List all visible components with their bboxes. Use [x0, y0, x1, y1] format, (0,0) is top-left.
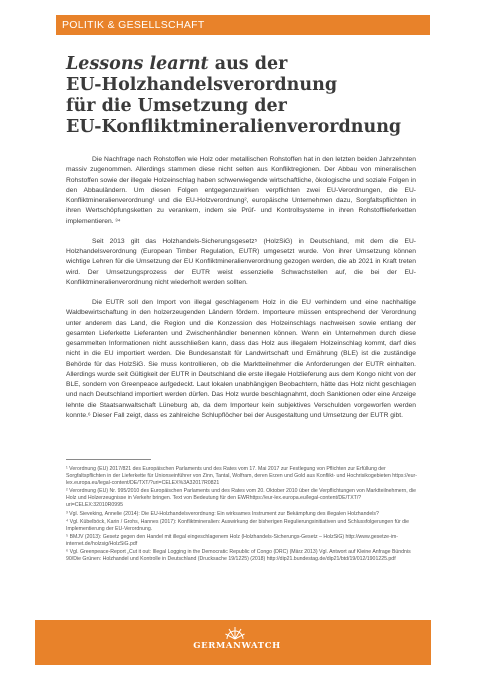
- footnote-4: ⁴ Vgl. Kübelböck, Karin / Grohs, Hannes (2017): Konfliktmineralien: Auswirkung der bisherigen Regulierungsinitiativen und Schlussfolgerungen für die Implementierung der EU-Verordnung.: [66, 518, 410, 532]
- title-line3: für die Umsetzung der: [66, 96, 287, 116]
- footnote-2: ² Verordnung (EU) Nr. 995/2010 des Europäischen Parlaments und des Rates vom 20. Oktober 2010 über die Verpflichtungen von Marktteilnehmern, die Holz und Holzerzeugnisse in Verkehr bringen. Text von Bedeutung für den EWRhttps://eur-lex.europa.eu/legal-content/DE/TXT/?uri=CELEX:32010R0995: [66, 488, 417, 509]
- title-line4: EU-Konfliktmineralienverordnung: [66, 117, 402, 137]
- paragraph-3: Die EUTR soll den Import von illegal geschlagenem Holz in die EU verhindern und eine nachhaltige Waldbewirtschaftung in den holzerzeugenden Ländern fördern. Importeure müssen entsprechend der Verordnung unter anderem das Land, die Region und die Konzession des Holzeinschlags nachweisen sowie entlang der gesamten Lieferkette Lieferanten und Zwischenhändler benennen können. Wenn ein Unternehmen durch diese gesammelten Informationen nicht ausschließen kann, dass das Holz aus illegalem Holzeinschlag kommt, darf dies nicht in die EU importiert werden. Die Bundesanstalt für Landwirtschaft und Ernährung (BLE) ist die zuständige Behörde für das HolzSiG. Sie muss kontrollieren, ob die Marktteilnehmer die Anforderungen der EUTR einhalten. Allerdings wurde seit Gültigkeit der EUTR in Deutschland die erste illegale Holzlieferung aus dem Kongo nicht von der BLE, sondern von Greenpeace aufgedeckt. Laut lokalen unabhängigen Beobachtern, hätte das Holz nicht geschlagen und nach Deutschland importiert werden dürfen. Das Holz wurde beschlagnahmt, doch Sanktionen oder eine Anzeige lehnte die Staatsanwaltschaft Lüneburg ab, da dem Importeur kein subjektives Verschulden vorgeworfen werden konnte.⁶ Dieser Fall zeigt, dass es zahlreiche Schlupflöcher bei der Ausgestaltung und Umsetzung der EUTR gibt.: [66, 299, 416, 419]
- footnote-divider: [66, 459, 151, 460]
- title-line1: aus der: [208, 54, 288, 74]
- body-text: [66, 155, 416, 431]
- footnote-3: ³ Vgl. Sieveking, Annelie (2014): Die EU-Holzhandelsverordnung: Ein wirksames Instrument zur Bekämpfung des illegalen Holzhandels?: [66, 510, 379, 517]
- germanwatch-logo-text: GERMANWATCH: [193, 641, 281, 651]
- section-header: [56, 15, 430, 35]
- section-label: POLITIK & GESELLSCHAFT: [62, 19, 205, 31]
- footnotes: [66, 466, 418, 564]
- footnote-5: ⁵ BMJV (2013): Gesetz gegen den Handel mit illegal eingeschlagenem Holz (Holzhandels-Sicherungs-Gesetz – HolzSiG) http://www.gesetze-im-internet.de/holzsig/HolzSiG.pdf: [66, 533, 398, 547]
- page-title: [66, 54, 426, 138]
- footnote-1: ¹ Verordnung (EU) 2017/821 des Europäischen Parlaments und des Rates vom 17. Mai 2017 zur Festlegung von Pflichten zur Erfüllung der Sorgfaltspflichten in der Lieferkette für Unionseinführer von Zinn, Tantal, Wolfram, deren Erzen und Gold aus Konflikt- und Hochrisikogebieten https://eur-lex.europa.eu/legal-content/DE/TXT/?uri=CELEX%3A32017R0821: [66, 466, 418, 487]
- footnote-6: ⁶ Vgl. Greenpeace-Report „Cut it out: Illegal Logging in the Democratic Republic of Congo (DRC) (März 2013) Vgl. Antwort auf Kleine Anfrage Bündnis 90/Die Grünen: Holzhandel und Kontrolle in Deutschland (Drucksache 19/1225) (2018) http://dip21.bundestag.de/dip21/btd/19/012/1901225.pdf: [66, 549, 411, 563]
- paragraph-1: Die Nachfrage nach Rohstoffen wie Holz oder metallischen Rohstoffen hat in den letzten beiden Jahrzehnten massiv zugenommen. Allerdings stammen diese nicht selten aus Konfliktregionen. Der Abbau von mineralischen Rohstoffen sowie der illegale Holzeinschlag haben schwerwiegende wirtschaftliche, ökologische und soziale Folgen in den Abbauländern. Um diesen Folgen entgegenzuwirken verpflichten zwei EU-Verordnungen, die EU-Konfliktmineralienverordnung¹ und die EU-Holzverordnung², europäische Unternehmen dazu, Sorgfaltspflichten in ihren Wertschöpfungsketten zu verankern, indem sie Prüf- und Kontrollsysteme in ihren Rohstofflieferketten implementieren. ³⁴: [66, 156, 416, 225]
- sunburst-logo-icon: [224, 626, 246, 640]
- paragraph-2: Seit 2013 gilt das Holzhandels-Sicherungsgesetz⁵ (HolzSiG) in Deutschland, mit dem die EU-Holzhandelsverordnung (European Timber Regulation, EUTR) umgesetzt wurde. Von ihrer Umsetzung können wichtige Lehren für die Umsetzung der EU Konfliktmineralienverordnung gezogen werden, die ab 2021 in Kraft treten wird. Der Umsetzungsprozess der EUTR weist essenzielle Schwachstellen auf, die bei der EU-Konfliktmineralienverordnung nicht wiederholt werden sollten.: [66, 237, 416, 286]
- title-italic: Lessons learnt: [66, 54, 209, 74]
- title-line2: EU-Holzhandelsverordnung: [66, 75, 338, 95]
